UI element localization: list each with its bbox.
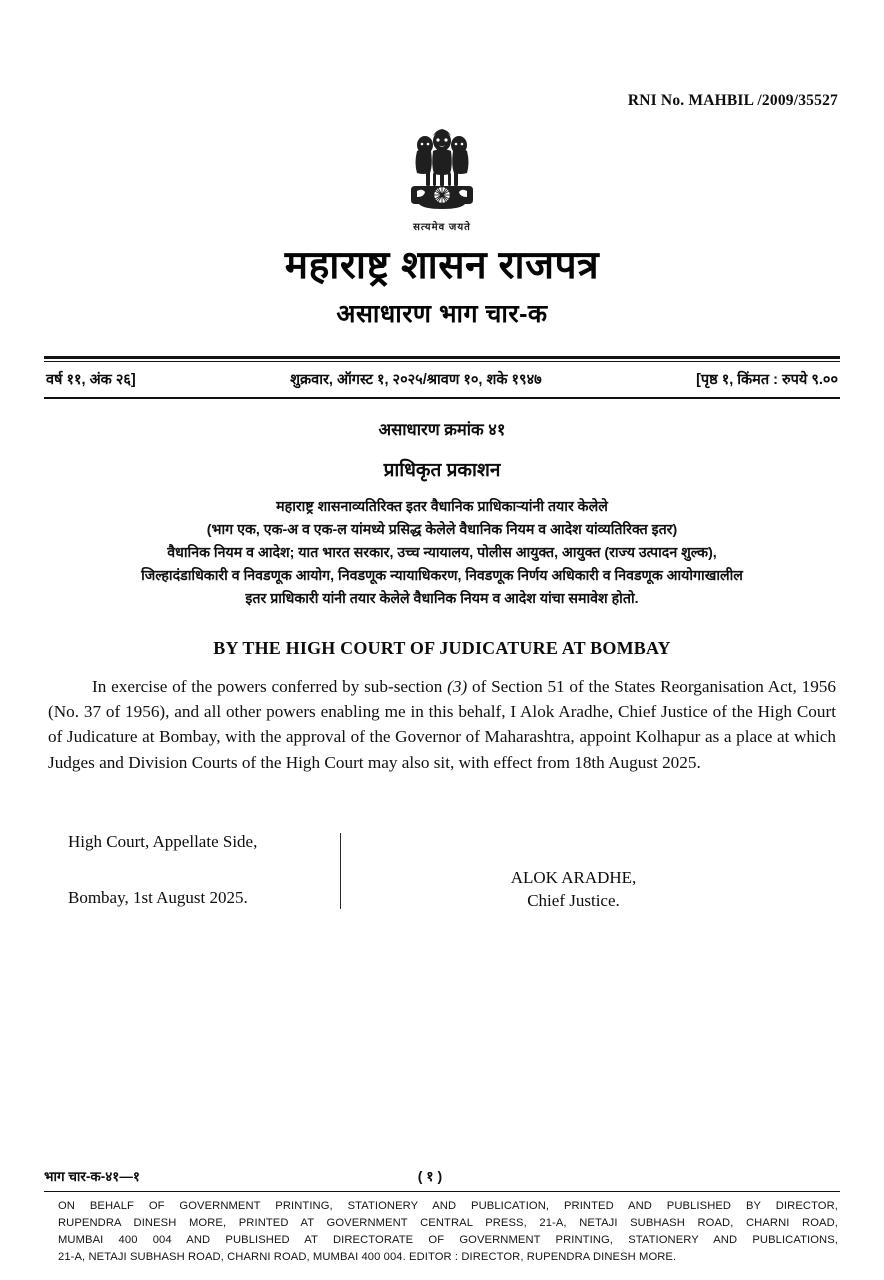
part-code: भाग चार-क-४१—१ [44,1168,140,1184]
preamble-line-3: वैधानिक नियम व आदेश; यात भारत सरकार, उच्च न्यायालय, पोलीस आयुक्त, आयुक्त (राज्य उत्पादन शुल्क), [167,544,717,561]
imprint-line-3: MUMBAI 400 004 AND PUBLISHED AT DIRECTORATE OF GOVERNMENT PRINTING, STATIONERY AND PUBLICATIONS, [58,1233,838,1246]
imprint-block [44,1192,840,1280]
preamble-line-1: महाराष्ट्र शासनाव्यतिरिक्त इतर वैधानिक प्राधिकाऱ्यांनी तयार केलेले [276,498,608,515]
preamble-line-5: इतर प्राधिकारी यांनी तयार केलेले वैधानिक नियम व आदेश यांचा समावेश होतो. [245,590,639,607]
emblem-motto: सत्यमेव जयते [413,222,471,233]
signature-block [44,831,840,913]
imprint-line-2: RUPENDRA DINESH MORE, PRINTED AT GOVERNMENT CENTRAL PRESS, 21-A, NETAJI SUBHASH ROAD, CHARNI ROAD, [58,1216,838,1229]
imprint-line-1: ON BEHALF OF GOVERNMENT PRINTING, STATIONERY AND PUBLICATION, PRINTED AND PUBLISHED BY DIRECTOR, [58,1199,838,1212]
publication-date: शुक्रवार, ऑगस्ट १, २०२५/श्रावण १०, शके १९४७ [290,371,542,388]
page-number: ( १ ) [417,1167,443,1184]
rni-number: RNI No. MAHBIL /2009/35527 [627,92,838,109]
signature-place [50,831,340,913]
body-text-part2: of Section 51 of the States Reorganisation Act, 1956 (No. 37 of 1956), and all other powers enabling me in this behalf, I Alok Aradhe, Chief Justice of the High Court of Judicature at Bombay, with the approval of the Governor of Maharashtra, appoint Kolhapur as a place at which Judges and Division Courts of the High Court may also sit, with effect from 18th August 2025. [48,676,836,772]
emblem-container [44,124,840,233]
ashoka-lion-capital-emblem-icon [403,124,481,216]
signature-place-line1: High Court, Appellate Side, [68,831,258,851]
masthead-bottom-rule [44,397,840,399]
footer-row [44,1167,840,1191]
signatory-title: Chief Justice. [527,890,620,910]
imprint-line-4: 21-A, NETAJI SUBHASH ROAD, CHARNI ROAD, MUMBAI 400 004. EDITOR : DIRECTOR, RUPENDRA DINESH MORE. [58,1250,677,1263]
page-footer [44,1167,840,1280]
signature-place-line2: Bombay, 1st August 2025. [68,887,248,907]
signatory-name: ALOK ARADHE, [510,867,637,887]
preamble-line-4: जिल्हादंडाधिकारी व निवडणूक आयोग, निवडणूक न्यायाधिकरण, निवडणूक निर्णय अधिकारी व निवडणूक आयोगाखालील [141,567,743,584]
body-subsection-reference: (3) [447,676,468,696]
authorized-publication-heading: प्राधिकृत प्रकाशन [383,459,501,481]
signatory [341,831,834,913]
volume-issue: वर्ष ११, अंक २६] [46,371,136,388]
masthead-band [44,356,840,399]
marathi-preamble [44,496,840,611]
body-text-part1: In exercise of the powers conferred by sub-section [92,676,448,696]
masthead-row [44,362,840,397]
page-price: [पृष्ठ १, किंमत : रुपये ९.०० [696,371,838,388]
gazette-title: महाराष्ट्र शासन राजपत्र [284,244,600,287]
gazette-subtitle: असाधारण भाग चार-क [336,299,548,328]
preamble-line-2: (भाग एक, एक-अ व एक-ल यांमध्ये प्रसिद्ध केलेले वैधानिक नियम व आदेश यांव्यतिरिक्त इतर) [206,521,678,538]
extraordinary-issue-number: असाधारण क्रमांक ४१ [378,420,506,439]
notification-heading: BY THE HIGH COURT OF JUDICATURE AT BOMBAY [213,637,671,658]
notification-body [44,674,840,775]
